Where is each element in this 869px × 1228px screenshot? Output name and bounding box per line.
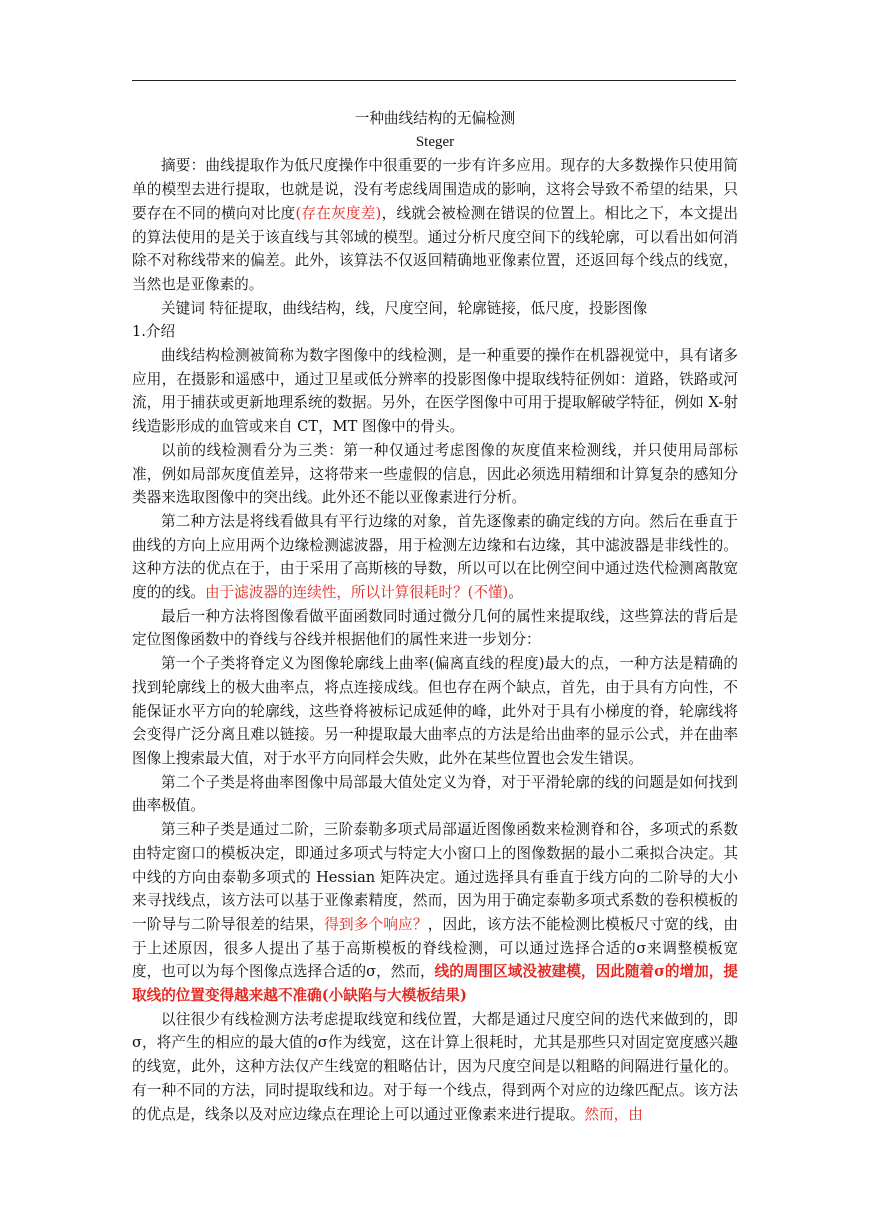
intro-paragraph-2: 以前的线检测看分为三类：第一种仅通过考虑图像的灰度值来检测线，并只使用局部标准，例如局部灰度值差异，这将带来一些虚假的信息，因此必须选用精细和计算复杂的感知分类器来选取图像中的突出线。此外还不能以亚像素进行分析。 xyxy=(132,441,738,507)
document-title: 一种曲线结构的无偏检测 xyxy=(354,110,516,127)
abstract-text-1: 摘要：曲线提取作为低尺度操作中很重要的一步有许多应用。现存的大多数操作只使用简单的模型去进行提取，也就是说，没有考虑线周围造成的影响，这将会导致不希望的结果，只要存在不同的横向对比度 xyxy=(132,157,738,222)
intro-paragraph-3 xyxy=(132,510,738,605)
intro-p3-tail: 。 xyxy=(508,584,523,602)
intro-paragraph-8 xyxy=(132,1008,738,1127)
intro-paragraph-4: 最后一种方法将图像看做平面函数同时通过微分几何的属性来提取线，这些算法的背后是定位图像函数中的脊线与谷线并根据他们的属性来进一步划分： xyxy=(132,607,738,649)
document-author: Steger xyxy=(415,133,455,150)
abstract-red-note: (存在灰度差) xyxy=(295,204,382,222)
abstract-paragraph xyxy=(132,154,738,296)
intro-p7-red-note: 得到多个响应？ xyxy=(324,915,428,933)
intro-p7-text-2: ，因此，该方法不能检测比模板尺寸宽的线，由于上述原因，很多人提出了基于高斯模板的脊线检测，可以通过选择合适的σ来调整模板宽度，也可以为每个图像点选择合适的σ，然而， xyxy=(132,915,738,981)
keywords-line: 关键词 特征提取，曲线结构，线，尺度空间，轮廓链接，低尺度，投影图像 xyxy=(161,299,648,317)
intro-paragraph-1: 曲线结构检测被简称为数字图像中的线检测，是一种重要的操作在机器视觉中，具有诸多应用，在摄影和遥感中，通过卫星或低分辨率的投影图像中提取线特征例如：道路，铁路或河流，用于捕获或更新地理系统的数据。另外，在医学图像中可用于提取解破学特征，例如 X-射线造影形成的血管或来自 CT，MT 图像中的骨头。 xyxy=(132,347,738,436)
intro-p8-red-note: 然而，由 xyxy=(584,1105,643,1123)
intro-p8-text: 以往很少有线检测方法考虑提取线宽和线位置，大都是通过尺度空间的迭代来做到的，即σ，将产生的相应的最大值的σ作为线宽，这在计算上很耗时，尤其是那些只对固定宽度感兴趣的线宽，此外，这种方法仅产生线宽的粗略估计，因为尺度空间是以粗略的间隔进行量化的。有一种不同的方法，同时提取线和边。对于每一个线点，得到两个对应的边缘匹配点。该方法的优点是，线条以及对应边缘点在理论上可以通过亚像素来进行提取。 xyxy=(132,1010,738,1123)
header-rule xyxy=(132,80,736,81)
intro-paragraph-6: 第二个子类是将曲率图像中局部最大值处定义为脊，对于平滑轮廓的线的问题是如何找到曲率极值。 xyxy=(132,773,738,815)
intro-p3-red-note: 由于滤波器的连续性，所以计算很耗时？(不懂) xyxy=(204,584,509,602)
intro-paragraph-5: 第一个子类将脊定义为图像轮廓线上曲率(偏离直线的程度)最大的点，一种方法是精确的找到轮廓线上的极大曲率点，将点连接成线。但也存在两个缺点，首先，由于具有方向性，不能保证水平方向的轮廓线，这些脊将被标记成延伸的峰，此外对于具有小梯度的脊，轮廓线将会变得广泛分离且难以链接。另一种提取最大曲率点的方法是给出曲率的显示公式，并在曲率图像上搜索最大值，对于水平方向同样会失败，此外在某些位置也会发生错误。 xyxy=(132,655,738,767)
intro-paragraph-7 xyxy=(132,818,738,1008)
intro-p7-text-1: 第三种子类是通过二阶，三阶泰勒多项式局部逼近图像函数来检测脊和谷，多项式的系数由特定窗口的模板决定，即通过多项式与特定大小窗口上的图像数据的最小二乘拟合决定。其中线的方向由泰勒多项式的 Hessian 矩阵决定。通过选择具有垂直于线方向的二阶导的大小来寻找线点，该方法可以基于亚像素精度，然而，因为用于确定泰勒多项式系数的卷积模板的一阶导与二阶导很差的结果， xyxy=(132,821,738,933)
document-body xyxy=(132,107,738,1126)
abstract-text-2: ，线就会被检测在错误的位置上。相比之下，本文提出的算法使用的是关于该直线与其邻域的模型。通过分析尺度空间下的线轮廓，可以看出如何消除不对称线带来的偏差。此外，该算法不仅返回精确地亚像素位置，还返回每个线点的线宽，当然也是亚像素的。 xyxy=(132,204,738,293)
section-heading-intro: 1.介绍 xyxy=(132,323,176,341)
intro-p7-bold-red-note: 线的周围区域没被建模，因此随着σ的增加，提取线的位置变得越来越不准确(小缺陷与大模板结果) xyxy=(132,963,739,1005)
intro-p3-text: 第二种方法是将线看做具有平行边缘的对象，首先逐像素的确定线的方向。然后在垂直于曲线的方向上应用两个边缘检测滤波器，用于检测左边缘和右边缘，其中滤波器是非线性的。这种方法的优点在于，由于采用了高斯核的导数，所以可以在比例空间中通过迭代检测离散宽度的的线。 xyxy=(132,512,738,602)
